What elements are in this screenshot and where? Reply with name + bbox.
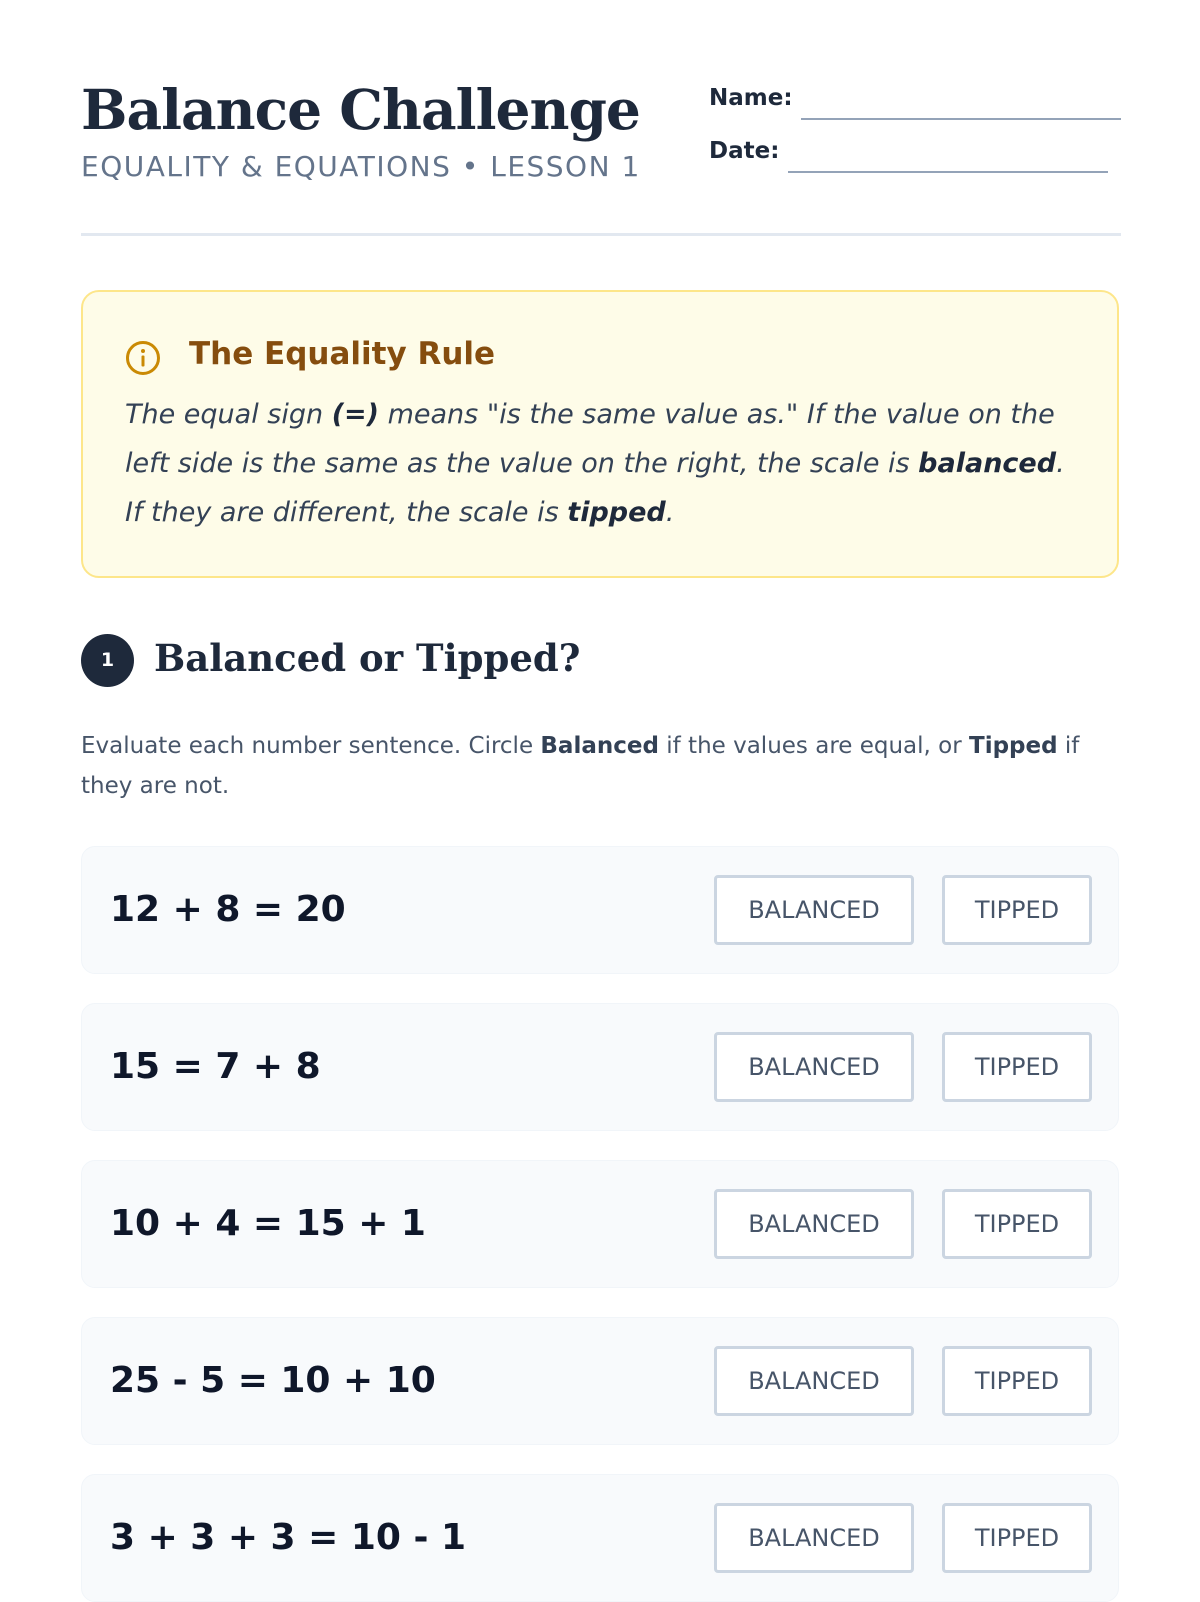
tipped-option[interactable]: TIPPED	[942, 1032, 1092, 1102]
name-field[interactable]	[801, 118, 1121, 120]
balanced-option[interactable]: BALANCED	[714, 1189, 914, 1259]
problem-expression: 3 + 3 + 3 = 10 - 1	[110, 1517, 466, 1558]
worksheet-header	[81, 78, 1121, 238]
tipped-option[interactable]: TIPPED	[942, 1189, 1092, 1259]
problem-expression: 10 + 4 = 15 + 1	[110, 1203, 426, 1244]
section-number-badge: 1	[81, 634, 134, 687]
rule-text: The equal sign (=) means "is the same value as." If the value on the left side is the same as the value on the right, the scale is balanced. If they are different, the scale is tipped.	[125, 399, 1065, 528]
problem-row	[81, 1317, 1119, 1445]
problem-row	[81, 1003, 1119, 1131]
problem-row	[81, 1474, 1119, 1602]
section-instructions: Evaluate each number sentence. Circle Balanced if the values are equal, or Tipped if they are not.	[81, 733, 1080, 799]
info-icon	[125, 340, 161, 376]
date-field[interactable]	[788, 171, 1108, 173]
problem-expression: 25 - 5 = 10 + 10	[110, 1360, 436, 1401]
section-title: Balanced or Tipped?	[154, 636, 581, 680]
page-subtitle: EQUALITY & EQUATIONS • LESSON 1	[81, 150, 641, 183]
tipped-option[interactable]: TIPPED	[942, 1346, 1092, 1416]
problem-row	[81, 846, 1119, 974]
balanced-option[interactable]: BALANCED	[714, 1503, 914, 1573]
problem-expression: 12 + 8 = 20	[110, 889, 346, 930]
tipped-option[interactable]: TIPPED	[942, 875, 1092, 945]
tipped-option[interactable]: TIPPED	[942, 1503, 1092, 1573]
page-title: Balance Challenge	[81, 77, 640, 142]
balanced-option[interactable]: BALANCED	[714, 875, 914, 945]
rule-title: The Equality Rule	[189, 336, 496, 372]
problem-row	[81, 1160, 1119, 1288]
balanced-option[interactable]: BALANCED	[714, 1032, 914, 1102]
equality-rule-callout	[81, 290, 1119, 578]
name-label: Name:	[709, 85, 793, 111]
date-label: Date:	[709, 138, 780, 164]
header-divider	[81, 233, 1121, 236]
balanced-option[interactable]: BALANCED	[714, 1346, 914, 1416]
problem-expression: 15 = 7 + 8	[110, 1046, 321, 1087]
